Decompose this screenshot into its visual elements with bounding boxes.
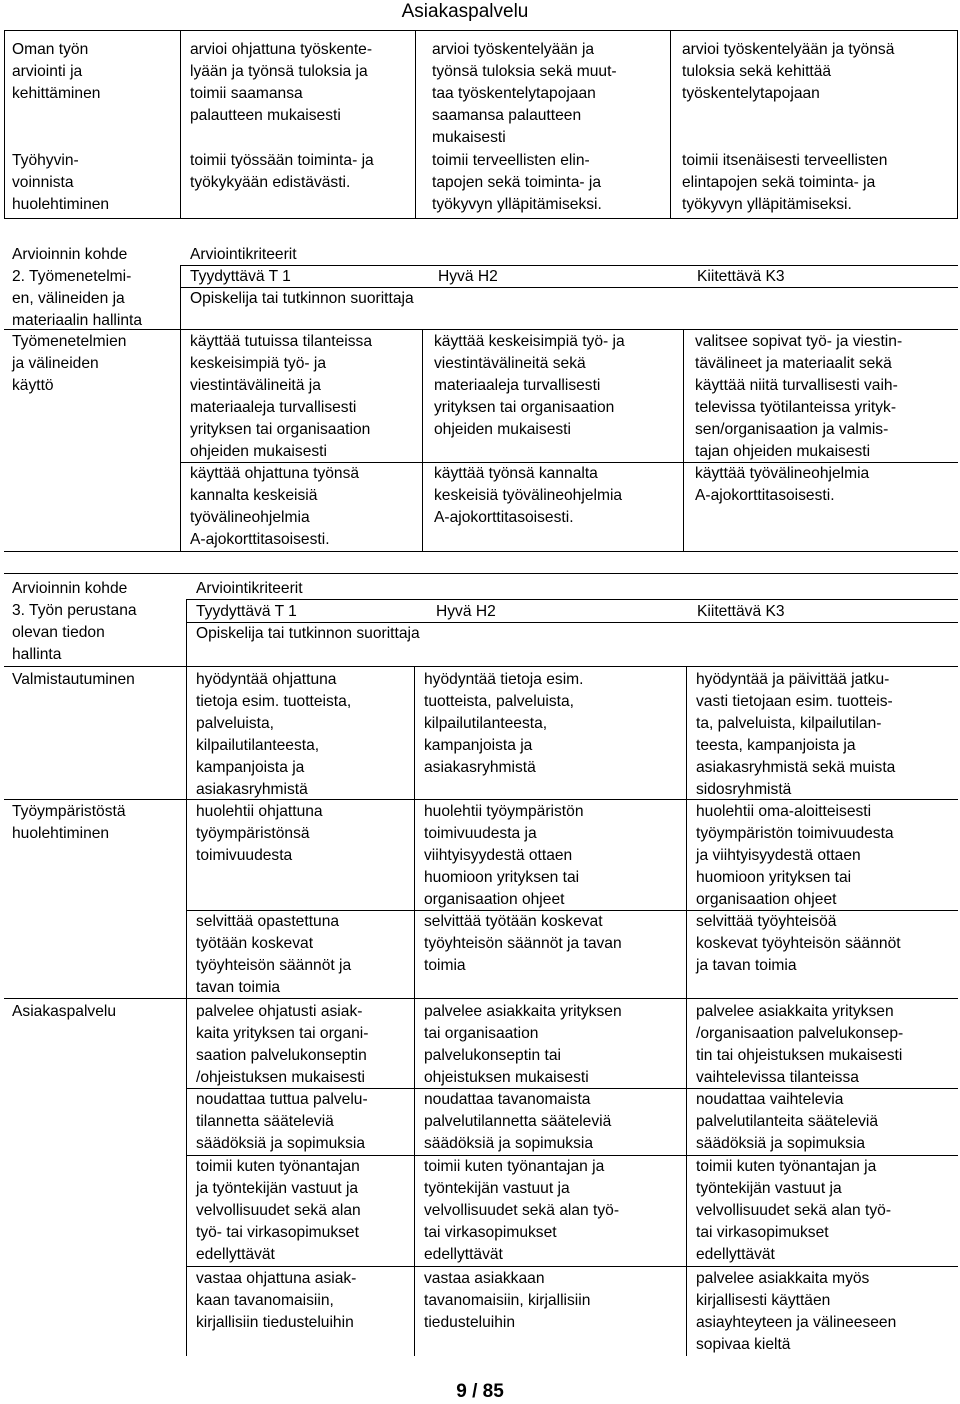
- section2-row-1-t1: käyttää tutuissa tilanteissa keskeisimpiä työ- ja viestintävälineitä ja materiaaleja turvallisesti yrityksen tai organisaation ohjeiden mukaisesti: [190, 333, 373, 460]
- section2-subject: Opiskelija tai tutkinnon suorittaja: [190, 290, 414, 307]
- section2-level-k3: Kiitettävä K3: [697, 268, 785, 285]
- section2-kriteerit-label: Arviointikriteerit: [190, 246, 297, 263]
- section3-row-4-label: Asiakaspalvelu: [12, 1003, 117, 1020]
- top-row-1-h2: arvioi työskentelyään ja työnsä tuloksia sekä muut- taa työskentelytapojaan saamansa palautteen mukaisesti: [432, 41, 617, 146]
- top-row-2-h2: toimii terveellisten elin- tapojen sekä toiminta- ja työkyvyn ylläpitämiseksi.: [432, 152, 602, 213]
- top-row-1-t1: arvioi ohjattuna työskente- lyään ja työnsä tuloksia ja toimii saamansa palautteen mukaisesti: [190, 41, 373, 124]
- section3-row-2-h2: huolehtii työympäristön toimivuudesta ja viihtyisyydestä ottaen huomioon yrityksen tai organisaation ohjeet: [424, 803, 584, 908]
- page-number: 9 / 85: [456, 1381, 504, 1402]
- section2-row-1-h2: käyttää keskeisimpiä työ- ja viestintävälineitä sekä materiaaleja turvallisesti yrityksen tai organisaation ohjeiden mukaisesti: [434, 333, 625, 438]
- section3-row-1-h2: hyödyntää tietoja esim. tuotteista, palveluista, kilpailutilanteesta, kampanjoista ja asiakasryhmistä: [424, 671, 584, 776]
- section3-row-6-t1: toimii kuten työnantajan ja työntekijän vastuut ja velvollisuudet sekä alan työ- tai virkasopimukset edellyttävät: [196, 1158, 361, 1263]
- section3-level-t1: Tyydyttävä T 1: [196, 603, 297, 620]
- section3-row-3-t1: selvittää opastettuna työtään koskevat työyhteisön säännöt ja tavan toimia: [196, 913, 352, 996]
- section3-row-6-h2: toimii kuten työnantajan ja työntekijän vastuut ja velvollisuudet sekä alan työ- tai virkasopimukset edellyttävät: [424, 1158, 620, 1263]
- section2-kohde-label: Arvioinnin kohde: [12, 246, 128, 263]
- section3-row-5-k3: noudattaa vaihtelevia palvelutilanteita sääteleviä säädöksiä ja sopimuksia: [696, 1091, 879, 1152]
- top-row-2-k3: toimii itsenäisesti terveellisten elintapojen sekä toiminta- ja työkyvyn ylläpitämiseksi.: [682, 152, 888, 213]
- section2-row-1-label: Työmenetelmien ja välineiden käyttö: [12, 333, 127, 394]
- top-row-1-k3: arvioi työskentelyään ja työnsä tuloksia sekä kehittää työskentelytapojaan: [682, 41, 895, 102]
- section3-row-4-k3: palvelee asiakkaita yrityksen /organisaation palvelukonsep- tin tai ohjeistuksen mukaisesti vaihtelevissa tilanteissa: [696, 1003, 904, 1086]
- section3-row-2-k3: huolehtii oma-aloitteisesti työympäristön toimivuudesta ja viihtyisyydestä ottaen huomioon yrityksen tai organisaation ohjeet: [696, 803, 894, 908]
- section2-row-2-t1: käyttää ohjattuna työnsä kannalta keskeisiä työvälineohjelmia A-ajokorttitasoisesti.: [190, 465, 360, 548]
- section3-row-5-h2: noudattaa tavanomaista palvelutilannetta sääteleviä säädöksiä ja sopimuksia: [424, 1091, 612, 1152]
- section3-row-1-label: Valmistautuminen: [12, 671, 135, 688]
- section3-subject: Opiskelija tai tutkinnon suorittaja: [196, 625, 420, 642]
- section3-row-5-t1: noudattaa tuttua palvelu- tilannetta sääteleviä säädöksiä ja sopimuksia: [196, 1091, 368, 1152]
- section3-level-k3: Kiitettävä K3: [697, 603, 785, 620]
- section3-row-7-h2: vastaa asiakkaan tavanomaisiin, kirjallisiin tiedusteluihin: [424, 1270, 591, 1331]
- section2-level-t1: Tyydyttävä T 1: [190, 268, 291, 285]
- section3-level-h2: Hyvä H2: [436, 603, 496, 620]
- section2-row-2-h2: käyttää työnsä kannalta keskeisiä työvälineohjelmia A-ajokorttitasoisesti.: [434, 465, 623, 526]
- section3-row-3-k3: selvittää työyhteisöä koskevat työyhteisön säännöt ja tavan toimia: [696, 913, 901, 974]
- section3-row-2-label: Työympäristöstä huolehtiminen: [12, 803, 126, 842]
- top-row-2-label: Työhyvin- voinnista huolehtiminen: [12, 152, 110, 213]
- section3-row-7-k3: palvelee asiakkaita myös kirjallisesti käyttäen asiayhteyteen ja välineeseen sopivaa kieltä: [696, 1270, 897, 1353]
- top-row-2-t1: toimii työssään toiminta- ja työkykyään edistävästi.: [190, 152, 374, 191]
- section3-row-4-t1: palvelee ohjatusti asiak- kaita yrityksen tai organi- saation palvelukonseptin /ohjeistuksen mukaisesti: [196, 1003, 369, 1086]
- section3-row-2-t1: huolehtii ohjattuna työympäristönsä toimivuudesta: [196, 803, 323, 864]
- section3-row-7-t1: vastaa ohjattuna asiak- kaan tavanomaisiin, kirjallisiin tiedusteluihin: [196, 1270, 357, 1331]
- section3-row-1-t1: hyödyntää ohjattuna tietoja esim. tuotteista, palveluista, kilpailutilanteesta, kampanjoista ja asiakasryhmistä: [196, 671, 352, 798]
- section3-row-4-h2: palvelee asiakkaita yrityksen tai organisaation palvelukonseptin tai ohjeistuksen mukaisesti: [424, 1003, 622, 1086]
- section3-row-3-h2: selvittää työtään koskevat työyhteisön säännöt ja tavan toimia: [424, 913, 622, 974]
- section2-row-2-k3: käyttää työvälineohjelmia A-ajokorttitasoisesti.: [695, 465, 870, 504]
- section3-row-1-k3: hyödyntää ja päivittää jatku- vasti tietojaan esim. tuotteis- ta, palveluista, kilpailutilan- teesta, kampanjoista ja asiakasryhmistä sekä muista sidosryhmistä: [696, 671, 896, 798]
- section3-row-6-k3: toimii kuten työnantajan ja työntekijän vastuut ja velvollisuudet sekä alan työ- tai virkasopimukset edellyttävät: [696, 1158, 892, 1263]
- section3-kriteerit-label: Arviointikriteerit: [196, 580, 303, 597]
- page-header-title: Asiakaspalvelu: [401, 1, 529, 22]
- top-row-1-label: Oman työn arviointi ja kehittäminen: [12, 41, 101, 102]
- section2-row-1-k3: valitsee sopivat työ- ja viestin- tävälineet ja materiaalit sekä käyttää niitä turvallisesti vaih- televissa työtilanteissa yrityk- sen/organisaation ja valmis- tajan ohjeiden mukaisesti: [695, 333, 903, 460]
- section3-kohde-label: Arvioinnin kohde: [12, 580, 128, 597]
- section2-level-h2: Hyvä H2: [438, 268, 498, 285]
- section3-title: 3. Työn perustana olevan tiedon hallinta: [12, 602, 137, 663]
- section2-title: 2. Työmenetelmi- en, välineiden ja materiaalin hallinta: [12, 268, 143, 329]
